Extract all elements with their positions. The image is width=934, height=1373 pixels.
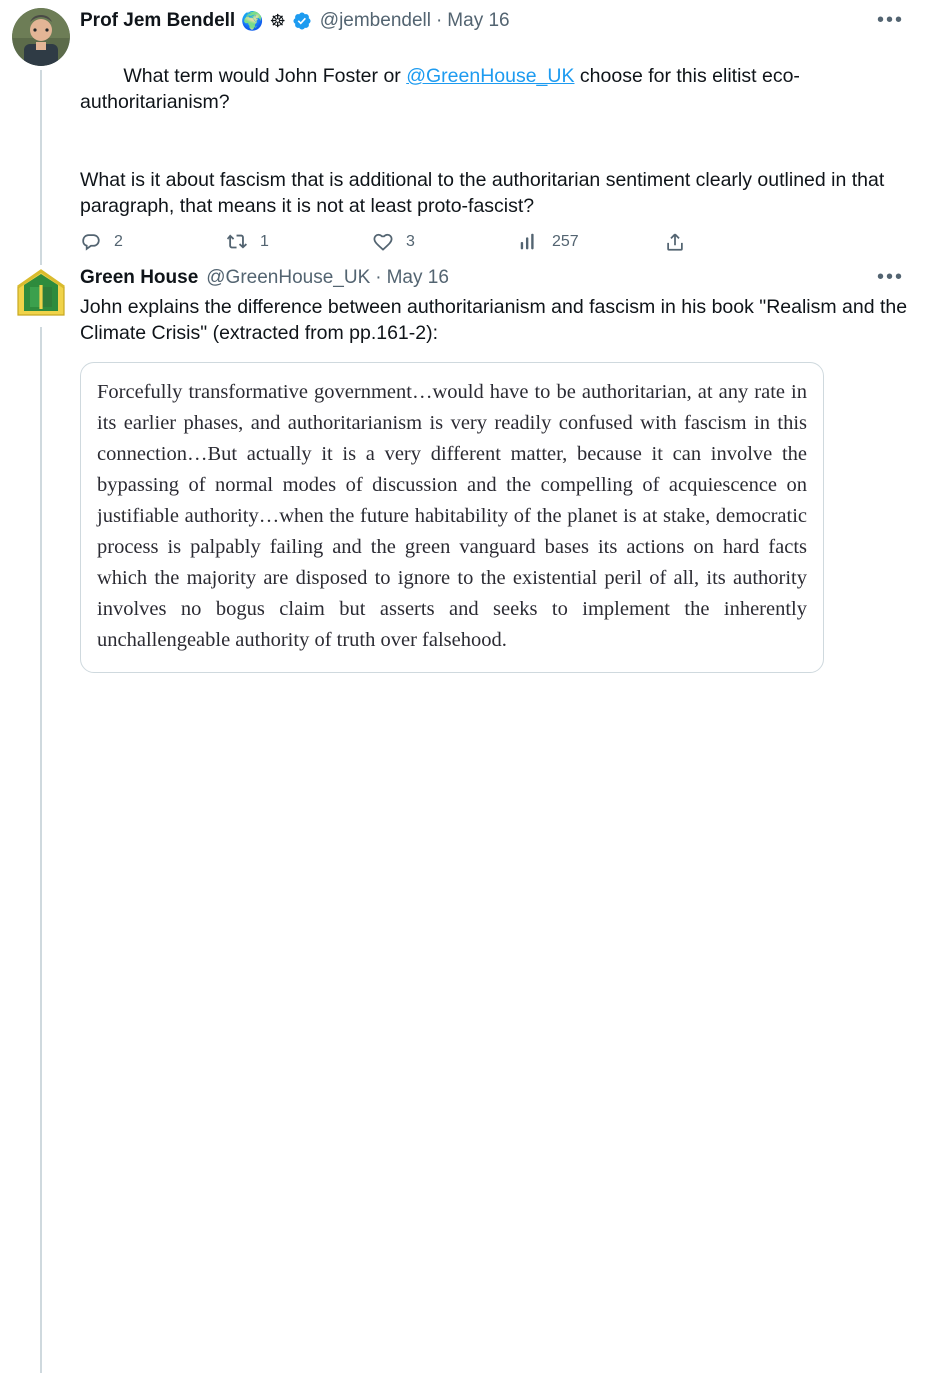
tweet-body bbox=[80, 265, 918, 673]
avatar-greenhouse[interactable] bbox=[12, 265, 70, 323]
tweet-thread bbox=[0, 0, 934, 673]
green-house-logo-icon bbox=[12, 265, 70, 323]
avatar-gutter bbox=[12, 8, 80, 259]
avatar-gutter bbox=[12, 265, 80, 673]
tweet-header bbox=[80, 265, 908, 291]
reply-icon bbox=[80, 231, 102, 253]
tweet-bendell[interactable] bbox=[0, 0, 934, 259]
tweet-text: John explains the difference between authoritarianism and fascism in his book "Realism and the Climate Crisis" (extracted from pp.161-2): bbox=[80, 296, 913, 344]
mention-link-greenhouse[interactable]: @GreenHouse_UK bbox=[406, 65, 575, 87]
paragraph-spacer bbox=[80, 141, 908, 167]
retweet-icon bbox=[226, 231, 248, 253]
share-button[interactable] bbox=[664, 231, 686, 253]
tweet-text bbox=[80, 37, 908, 141]
tweet-text-part-3: choose for this elitist eco-authoritarianism? bbox=[80, 65, 800, 113]
author-name[interactable]: Prof Jem Bendell bbox=[80, 9, 236, 31]
more-options-icon[interactable]: ••• bbox=[876, 9, 904, 31]
tweet-date[interactable]: May 16 bbox=[386, 266, 449, 288]
tweet-greenhouse[interactable] bbox=[0, 259, 934, 673]
retweet-count: 1 bbox=[260, 233, 269, 250]
views-count: 257 bbox=[552, 233, 579, 250]
share-icon bbox=[664, 231, 686, 253]
verified-badge-icon bbox=[292, 11, 312, 31]
tweet-text-part-1: What term would John Foster or bbox=[123, 65, 407, 87]
like-count: 3 bbox=[406, 233, 415, 250]
views-button[interactable] bbox=[518, 231, 664, 253]
dharma-wheel-emoji-icon: ☸ bbox=[269, 11, 286, 31]
reply-count: 2 bbox=[114, 233, 123, 250]
globe-emoji-icon: 🌍 bbox=[241, 11, 264, 31]
tweet-actions bbox=[80, 231, 720, 253]
analytics-icon bbox=[518, 231, 540, 253]
header-separator: · bbox=[435, 9, 443, 31]
tweet-date[interactable]: May 16 bbox=[447, 9, 510, 31]
avatar-jembendell[interactable] bbox=[12, 8, 70, 66]
author-handle[interactable]: @GreenHouse_UK bbox=[206, 266, 371, 288]
retweet-button[interactable] bbox=[226, 231, 372, 253]
tweet-header bbox=[80, 8, 908, 34]
author-name[interactable]: Green House bbox=[80, 266, 199, 288]
thread-connector-line bbox=[40, 70, 42, 265]
avatar-image bbox=[12, 8, 70, 66]
tweet-text-paragraph-2: What is it about fascism that is additional to the authoritarian sentiment clearly outlined in that paragraph, that means it is not at least proto-fascist? bbox=[80, 169, 890, 217]
reply-button[interactable] bbox=[80, 231, 226, 253]
like-button[interactable] bbox=[372, 231, 518, 253]
book-extract-quote: Forcefully transformative government…would have to be authoritarian, at any rate in its earlier phases, and authoritarianism is very readily confused with fascism in this connection…But actually it is a very different matter, because it can involve the bypassing of normal modes of discussion and the compelling of acquiescence on justifiable authority…when the future habitability of the planet is at stake, democratic process is palpably failing and the green vanguard bases its actions on hard facts which the majority are disposed to ignore to the existential peril of all, its authority involves no bogus claim but asserts and seeks to implement the inherently unchallengeable authority of truth over falsehood. bbox=[80, 362, 824, 673]
heart-icon bbox=[372, 231, 394, 253]
more-options-icon[interactable]: ••• bbox=[876, 266, 904, 288]
header-separator: · bbox=[375, 266, 382, 288]
tweet-body bbox=[80, 8, 918, 259]
author-handle[interactable]: @jembendell bbox=[319, 9, 431, 31]
thread-connector-line bbox=[40, 327, 42, 1373]
